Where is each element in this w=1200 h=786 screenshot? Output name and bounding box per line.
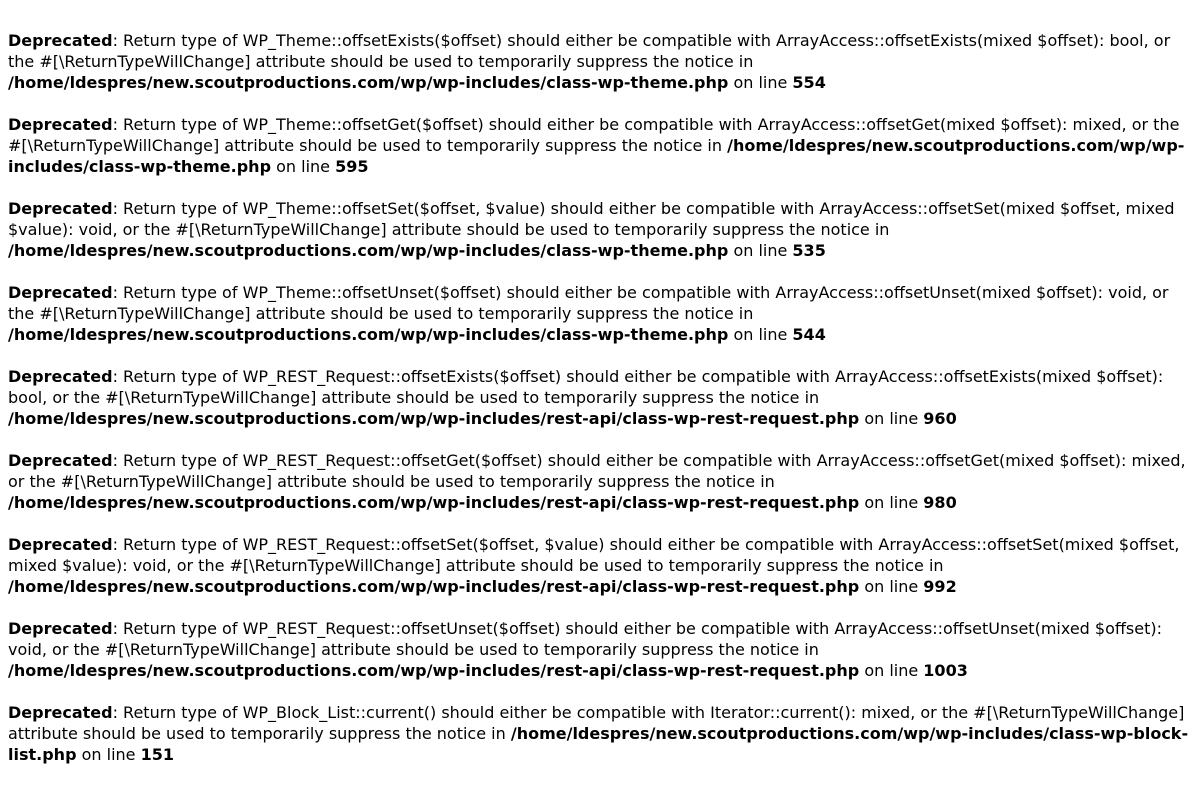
- notice-line-number: 960: [923, 409, 957, 428]
- notice-message: Return type of WP_REST_Request::offsetUnset($offset) should either be compatible with ArrayAccess::offsetUnset(mixed $offset): void, or the #[\ReturnTypeWillChange] attribute should be used to temporarily suppress the notice in: [8, 619, 1162, 659]
- deprecation-notice-1: Deprecated: Return type of WP_Theme::offsetExists($offset) should either be compatible with ArrayAccess::offsetExists(mixed $offset): bool, or the #[\ReturnTypeWillChange] attribute should be used to temporarily suppress the notice in /home/ldespres/new.scoutproductions.com/wp/wp-includes/class-wp-theme.php on line 554: [8, 31, 1171, 92]
- notice-line-number: 151: [140, 745, 174, 764]
- notice-line-label: on line: [733, 73, 788, 92]
- notice-file-path: /home/ldespres/new.scoutproductions.com/wp/wp-includes/class-wp-block-list.php: [8, 724, 1189, 764]
- deprecation-notice-6: Deprecated: Return type of WP_REST_Request::offsetGet($offset) should either be compatible with ArrayAccess::offsetGet(mixed $offset): mixed, or the #[\ReturnTypeWillChange] attribute should be used to temporarily suppress the notice in /home/ldespres/new.scoutproductions.com/wp/wp-includes/rest-api/class-wp-rest-request.php on line 980: [8, 451, 1186, 512]
- deprecation-notice-8: Deprecated: Return type of WP_REST_Request::offsetUnset($offset) should either be compatible with ArrayAccess::offsetUnset(mixed $offset): void, or the #[\ReturnTypeWillChange] attribute should be used to temporarily suppress the notice in /home/ldespres/new.scoutproductions.com/wp/wp-includes/rest-api/class-wp-rest-request.php on line 1003: [8, 619, 1162, 680]
- deprecation-notice-2: Deprecated: Return type of WP_Theme::offsetGet($offset) should either be compatible with ArrayAccess::offsetGet(mixed $offset): mixed, or the #[\ReturnTypeWillChange] attribute should be used to temporarily suppress the notice in /home/ldespres/new.scoutproductions.com/wp/wp-includes/class-wp-theme.php on line 595: [8, 115, 1185, 176]
- notice-level: Deprecated: [8, 283, 113, 302]
- notice-level: Deprecated: [8, 115, 113, 134]
- notice-level: Deprecated: [8, 199, 113, 218]
- notice-message: Return type of WP_Theme::offsetExists($offset) should either be compatible with ArrayAccess::offsetExists(mixed $offset): bool, or the #[\ReturnTypeWillChange] attribute should be used to temporarily suppress the notice in: [8, 31, 1171, 71]
- notice-message: Return type of WP_REST_Request::offsetSet($offset, $value) should either be compatible with ArrayAccess::offsetSet(mixed $offset, mixed $value): void, or the #[\ReturnTypeWillChange] attribute should be used to temporarily suppress the notice in: [8, 535, 1180, 575]
- notice-line-label: on line: [733, 241, 788, 260]
- notice-line-label: on line: [864, 493, 919, 512]
- deprecation-notice-7: Deprecated: Return type of WP_REST_Request::offsetSet($offset, $value) should either be compatible with ArrayAccess::offsetSet(mixed $offset, mixed $value): void, or the #[\ReturnTypeWillChange] attribute should be used to temporarily suppress the notice in /home/ldespres/new.scoutproductions.com/wp/wp-includes/rest-api/class-wp-rest-request.php on line 992: [8, 535, 1180, 596]
- notice-line-label: on line: [864, 577, 919, 596]
- notice-file-path: /home/ldespres/new.scoutproductions.com/wp/wp-includes/class-wp-theme.php: [8, 325, 729, 344]
- notice-level: Deprecated: [8, 703, 113, 722]
- notice-message: Return type of WP_Block_List::current() should either be compatible with Iterator::current(): mixed, or the #[\ReturnTypeWillChange] attribute should be used to temporarily suppress the notice in: [8, 703, 1185, 743]
- notice-line-label: on line: [81, 745, 136, 764]
- notice-line-number: 535: [792, 241, 826, 260]
- notice-line-label: on line: [733, 325, 788, 344]
- notice-level: Deprecated: [8, 31, 113, 50]
- notice-level: Deprecated: [8, 535, 113, 554]
- notice-line-number: 992: [923, 577, 957, 596]
- notice-file-path: /home/ldespres/new.scoutproductions.com/wp/wp-includes/rest-api/class-wp-rest-request.php: [8, 661, 860, 680]
- notice-line-number: 544: [792, 325, 826, 344]
- notice-file-path: /home/ldespres/new.scoutproductions.com/wp/wp-includes/class-wp-theme.php: [8, 241, 729, 260]
- notice-file-path: /home/ldespres/new.scoutproductions.com/wp/wp-includes/rest-api/class-wp-rest-request.php: [8, 409, 860, 428]
- notice-level: Deprecated: [8, 367, 113, 386]
- notice-line-number: 1003: [923, 661, 968, 680]
- notice-file-path: /home/ldespres/new.scoutproductions.com/wp/wp-includes/rest-api/class-wp-rest-request.php: [8, 493, 860, 512]
- notice-line-number: 980: [923, 493, 957, 512]
- notice-level: Deprecated: [8, 451, 113, 470]
- php-notices-list: [8, 30, 1194, 786]
- notice-message: Return type of WP_Theme::offsetSet($offset, $value) should either be compatible with ArrayAccess::offsetSet(mixed $offset, mixed $value): void, or the #[\ReturnTypeWillChange] attribute should be used to temporarily suppress the notice in: [8, 199, 1175, 239]
- notice-message: Return type of WP_REST_Request::offsetGet($offset) should either be compatible with ArrayAccess::offsetGet(mixed $offset): mixed, or the #[\ReturnTypeWillChange] attribute should be used to temporarily suppress the notice in: [8, 451, 1186, 491]
- notice-message: Return type of WP_Theme::offsetGet($offset) should either be compatible with ArrayAccess::offsetGet(mixed $offset): mixed, or the #[\ReturnTypeWillChange] attribute should be used to temporarily suppress the notice in: [8, 115, 1180, 155]
- notice-message: Return type of WP_REST_Request::offsetExists($offset) should either be compatible with ArrayAccess::offsetExists(mixed $offset): bool, or the #[\ReturnTypeWillChange] attribute should be used to temporarily suppress the notice in: [8, 367, 1164, 407]
- notice-line-label: on line: [276, 157, 331, 176]
- deprecation-notice-4: Deprecated: Return type of WP_Theme::offsetUnset($offset) should either be compatible with ArrayAccess::offsetUnset(mixed $offset): void, or the #[\ReturnTypeWillChange] attribute should be used to temporarily suppress the notice in /home/ldespres/new.scoutproductions.com/wp/wp-includes/class-wp-theme.php on line 544: [8, 283, 1169, 344]
- notice-file-path: /home/ldespres/new.scoutproductions.com/wp/wp-includes/class-wp-theme.php: [8, 73, 729, 92]
- notice-file-path: /home/ldespres/new.scoutproductions.com/wp/wp-includes/class-wp-theme.php: [8, 136, 1185, 176]
- notice-line-label: on line: [864, 409, 919, 428]
- notice-line-label: on line: [864, 661, 919, 680]
- notice-level: Deprecated: [8, 619, 113, 638]
- notice-line-number: 595: [335, 157, 369, 176]
- notice-message: Return type of WP_Theme::offsetUnset($offset) should either be compatible with ArrayAccess::offsetUnset(mixed $offset): void, or the #[\ReturnTypeWillChange] attribute should be used to temporarily suppress the notice in: [8, 283, 1169, 323]
- notice-file-path: /home/ldespres/new.scoutproductions.com/wp/wp-includes/rest-api/class-wp-rest-request.php: [8, 577, 860, 596]
- deprecation-notice-5: Deprecated: Return type of WP_REST_Request::offsetExists($offset) should either be compatible with ArrayAccess::offsetExists(mixed $offset): bool, or the #[\ReturnTypeWillChange] attribute should be used to temporarily suppress the notice in /home/ldespres/new.scoutproductions.com/wp/wp-includes/rest-api/class-wp-rest-request.php on line 960: [8, 367, 1164, 428]
- deprecation-notice-3: Deprecated: Return type of WP_Theme::offsetSet($offset, $value) should either be compatible with ArrayAccess::offsetSet(mixed $offset, mixed $value): void, or the #[\ReturnTypeWillChange] attribute should be used to temporarily suppress the notice in /home/ldespres/new.scoutproductions.com/wp/wp-includes/class-wp-theme.php on line 535: [8, 199, 1175, 260]
- notice-line-number: 554: [792, 73, 826, 92]
- deprecation-notice-9: Deprecated: Return type of WP_Block_List::current() should either be compatible with Iterator::current(): mixed, or the #[\ReturnTypeWillChange] attribute should be used to temporarily suppress the notice in /home/ldespres/new.scoutproductions.com/wp/wp-includes/class-wp-block-list.php on line 151: [8, 703, 1189, 764]
